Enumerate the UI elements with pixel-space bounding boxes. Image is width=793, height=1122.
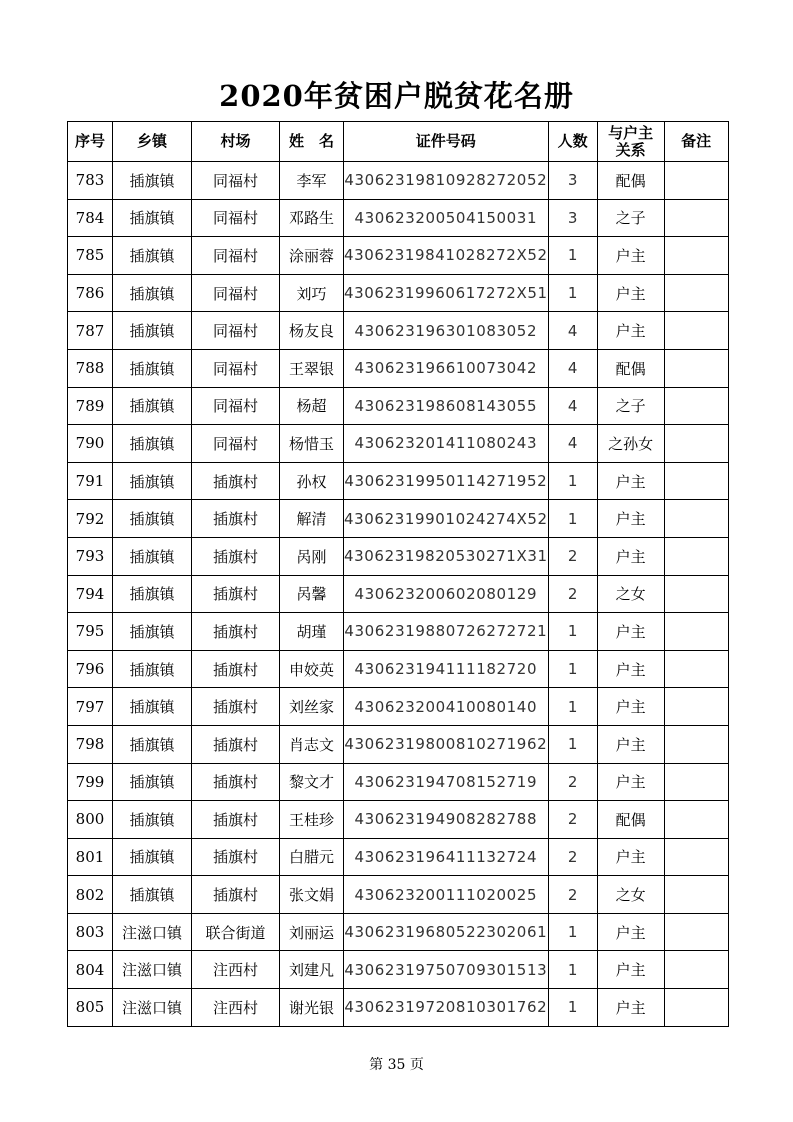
cell-id-number: 43062319720810301762 bbox=[344, 989, 549, 1027]
cell-village: 插旗村 bbox=[192, 801, 280, 839]
cell-relation: 户主 bbox=[597, 688, 664, 726]
cell-relation: 户主 bbox=[597, 274, 664, 312]
cell-town: 插旗镇 bbox=[113, 462, 192, 500]
cell-serial: 791 bbox=[68, 462, 113, 500]
table-row bbox=[68, 951, 729, 989]
cell-name: 刘巧 bbox=[280, 274, 344, 312]
cell-name: 刘丽运 bbox=[280, 913, 344, 951]
cell-serial: 793 bbox=[68, 537, 113, 575]
cell-note bbox=[664, 575, 728, 613]
cell-name: 刘建凡 bbox=[280, 951, 344, 989]
cell-name: 呙刚 bbox=[280, 537, 344, 575]
cell-serial: 786 bbox=[68, 274, 113, 312]
cell-serial: 797 bbox=[68, 688, 113, 726]
cell-serial: 783 bbox=[68, 162, 113, 200]
cell-note bbox=[664, 688, 728, 726]
cell-serial: 792 bbox=[68, 500, 113, 538]
cell-relation: 之孙女 bbox=[597, 425, 664, 463]
table-row bbox=[68, 500, 729, 538]
cell-name: 白腊元 bbox=[280, 838, 344, 876]
table-row bbox=[68, 913, 729, 951]
cell-name: 涂丽蓉 bbox=[280, 237, 344, 275]
cell-serial: 790 bbox=[68, 425, 113, 463]
cell-id-number: 430623196411132724 bbox=[344, 838, 549, 876]
cell-town: 插旗镇 bbox=[113, 312, 192, 350]
cell-relation: 户主 bbox=[597, 500, 664, 538]
cell-village: 插旗村 bbox=[192, 462, 280, 500]
cell-id-number: 43062319800810271962 bbox=[344, 725, 549, 763]
cell-name: 邓路生 bbox=[280, 199, 344, 237]
cell-name: 张文娟 bbox=[280, 876, 344, 914]
cell-town: 插旗镇 bbox=[113, 199, 192, 237]
cell-id-number: 430623194111182720 bbox=[344, 650, 549, 688]
cell-relation: 之女 bbox=[597, 575, 664, 613]
cell-household-size: 1 bbox=[548, 500, 597, 538]
cell-household-size: 4 bbox=[548, 312, 597, 350]
cell-household-size: 2 bbox=[548, 876, 597, 914]
cell-note bbox=[664, 237, 728, 275]
cell-name: 胡瑾 bbox=[280, 613, 344, 651]
cell-relation: 户主 bbox=[597, 613, 664, 651]
cell-note bbox=[664, 989, 728, 1027]
table-row bbox=[68, 312, 729, 350]
cell-id-number: 430623194908282788 bbox=[344, 801, 549, 839]
table-body bbox=[68, 162, 729, 1027]
cell-name: 杨惜玉 bbox=[280, 425, 344, 463]
cell-household-size: 1 bbox=[548, 237, 597, 275]
cell-id-number: 430623200410080140 bbox=[344, 688, 549, 726]
table-row bbox=[68, 237, 729, 275]
table-row bbox=[68, 801, 729, 839]
cell-id-number: 430623196610073042 bbox=[344, 349, 549, 387]
cell-id-number: 430623200602080129 bbox=[344, 575, 549, 613]
table-row bbox=[68, 725, 729, 763]
cell-household-size: 4 bbox=[548, 387, 597, 425]
cell-serial: 796 bbox=[68, 650, 113, 688]
header-id-number: 证件号码 bbox=[344, 122, 549, 162]
cell-household-size: 2 bbox=[548, 763, 597, 801]
cell-village: 同福村 bbox=[192, 425, 280, 463]
cell-relation: 之子 bbox=[597, 387, 664, 425]
cell-relation: 户主 bbox=[597, 913, 664, 951]
cell-village: 注西村 bbox=[192, 951, 280, 989]
cell-name: 谢光银 bbox=[280, 989, 344, 1027]
cell-household-size: 1 bbox=[548, 462, 597, 500]
cell-household-size: 1 bbox=[548, 989, 597, 1027]
cell-town: 插旗镇 bbox=[113, 876, 192, 914]
cell-relation: 户主 bbox=[597, 237, 664, 275]
cell-town: 注滋口镇 bbox=[113, 913, 192, 951]
cell-village: 插旗村 bbox=[192, 763, 280, 801]
header-serial: 序号 bbox=[68, 122, 113, 162]
cell-id-number: 43062319750709301513 bbox=[344, 951, 549, 989]
cell-note bbox=[664, 650, 728, 688]
cell-serial: 784 bbox=[68, 199, 113, 237]
cell-household-size: 1 bbox=[548, 274, 597, 312]
cell-note bbox=[664, 199, 728, 237]
cell-village: 插旗村 bbox=[192, 537, 280, 575]
cell-id-number: 43062319820530271X31 bbox=[344, 537, 549, 575]
cell-id-number: 43062319841028272X52 bbox=[344, 237, 549, 275]
cell-household-size: 1 bbox=[548, 951, 597, 989]
cell-note bbox=[664, 913, 728, 951]
cell-household-size: 1 bbox=[548, 913, 597, 951]
cell-relation: 户主 bbox=[597, 650, 664, 688]
cell-name: 孙权 bbox=[280, 462, 344, 500]
cell-household-size: 4 bbox=[548, 425, 597, 463]
cell-household-size: 3 bbox=[548, 199, 597, 237]
cell-serial: 802 bbox=[68, 876, 113, 914]
table-row bbox=[68, 162, 729, 200]
cell-name: 王桂珍 bbox=[280, 801, 344, 839]
cell-town: 插旗镇 bbox=[113, 237, 192, 275]
table-row bbox=[68, 349, 729, 387]
cell-village: 插旗村 bbox=[192, 688, 280, 726]
cell-relation: 户主 bbox=[597, 838, 664, 876]
page-title: 2020年贫困户脱贫花名册 bbox=[219, 79, 574, 113]
table-row bbox=[68, 575, 729, 613]
cell-relation: 配偶 bbox=[597, 162, 664, 200]
cell-household-size: 4 bbox=[548, 349, 597, 387]
cell-household-size: 2 bbox=[548, 537, 597, 575]
cell-household-size: 1 bbox=[548, 688, 597, 726]
cell-town: 插旗镇 bbox=[113, 688, 192, 726]
cell-id-number: 43062319880726272721 bbox=[344, 613, 549, 651]
cell-relation: 户主 bbox=[597, 537, 664, 575]
cell-note bbox=[664, 725, 728, 763]
cell-town: 插旗镇 bbox=[113, 349, 192, 387]
header-name: 姓 名 bbox=[280, 122, 344, 162]
table-row bbox=[68, 199, 729, 237]
cell-relation: 之子 bbox=[597, 199, 664, 237]
cell-village: 插旗村 bbox=[192, 876, 280, 914]
cell-town: 插旗镇 bbox=[113, 162, 192, 200]
cell-village: 插旗村 bbox=[192, 575, 280, 613]
cell-town: 插旗镇 bbox=[113, 274, 192, 312]
cell-village: 同福村 bbox=[192, 199, 280, 237]
cell-name: 肖志文 bbox=[280, 725, 344, 763]
cell-note bbox=[664, 462, 728, 500]
cell-household-size: 3 bbox=[548, 162, 597, 200]
cell-village: 同福村 bbox=[192, 312, 280, 350]
cell-serial: 803 bbox=[68, 913, 113, 951]
cell-relation: 配偶 bbox=[597, 801, 664, 839]
header-town: 乡镇 bbox=[113, 122, 192, 162]
cell-id-number: 430623196301083052 bbox=[344, 312, 549, 350]
table-row bbox=[68, 425, 729, 463]
table-row bbox=[68, 876, 729, 914]
cell-serial: 795 bbox=[68, 613, 113, 651]
cell-name: 黎文才 bbox=[280, 763, 344, 801]
table-row bbox=[68, 274, 729, 312]
cell-town: 注滋口镇 bbox=[113, 951, 192, 989]
cell-serial: 794 bbox=[68, 575, 113, 613]
cell-serial: 785 bbox=[68, 237, 113, 275]
cell-serial: 801 bbox=[68, 838, 113, 876]
cell-serial: 800 bbox=[68, 801, 113, 839]
cell-village: 同福村 bbox=[192, 349, 280, 387]
cell-serial: 805 bbox=[68, 989, 113, 1027]
cell-id-number: 43062319960617272X51 bbox=[344, 274, 549, 312]
cell-note bbox=[664, 838, 728, 876]
header-household-size: 人数 bbox=[548, 122, 597, 162]
cell-village: 同福村 bbox=[192, 237, 280, 275]
cell-note bbox=[664, 537, 728, 575]
cell-relation: 之女 bbox=[597, 876, 664, 914]
cell-household-size: 2 bbox=[548, 575, 597, 613]
table-row bbox=[68, 838, 729, 876]
cell-town: 插旗镇 bbox=[113, 838, 192, 876]
cell-town: 插旗镇 bbox=[113, 801, 192, 839]
cell-note bbox=[664, 425, 728, 463]
cell-town: 插旗镇 bbox=[113, 725, 192, 763]
cell-serial: 788 bbox=[68, 349, 113, 387]
cell-note bbox=[664, 763, 728, 801]
cell-id-number: 43062319680522302061 bbox=[344, 913, 549, 951]
cell-name: 李军 bbox=[280, 162, 344, 200]
cell-note bbox=[664, 349, 728, 387]
cell-id-number: 430623200111020025 bbox=[344, 876, 549, 914]
cell-note bbox=[664, 387, 728, 425]
cell-note bbox=[664, 876, 728, 914]
table-row bbox=[68, 387, 729, 425]
table-header-row bbox=[68, 122, 729, 162]
cell-household-size: 2 bbox=[548, 801, 597, 839]
table-row bbox=[68, 763, 729, 801]
cell-name: 杨友良 bbox=[280, 312, 344, 350]
table-row bbox=[68, 650, 729, 688]
cell-note bbox=[664, 951, 728, 989]
table-row bbox=[68, 989, 729, 1027]
cell-village: 插旗村 bbox=[192, 613, 280, 651]
cell-town: 插旗镇 bbox=[113, 575, 192, 613]
cell-serial: 799 bbox=[68, 763, 113, 801]
cell-town: 插旗镇 bbox=[113, 500, 192, 538]
header-relation: 与户主 关系 bbox=[597, 122, 664, 162]
page-number: 第 35 页 bbox=[369, 1057, 424, 1073]
cell-name: 解清 bbox=[280, 500, 344, 538]
cell-household-size: 2 bbox=[548, 838, 597, 876]
cell-village: 注西村 bbox=[192, 989, 280, 1027]
poverty-roster-table bbox=[67, 121, 729, 1027]
cell-id-number: 430623194708152719 bbox=[344, 763, 549, 801]
cell-town: 注滋口镇 bbox=[113, 989, 192, 1027]
table-row bbox=[68, 613, 729, 651]
header-note: 备注 bbox=[664, 122, 728, 162]
cell-village: 插旗村 bbox=[192, 650, 280, 688]
cell-town: 插旗镇 bbox=[113, 613, 192, 651]
cell-note bbox=[664, 274, 728, 312]
cell-village: 联合街道 bbox=[192, 913, 280, 951]
cell-village: 插旗村 bbox=[192, 838, 280, 876]
cell-village: 插旗村 bbox=[192, 500, 280, 538]
cell-town: 插旗镇 bbox=[113, 650, 192, 688]
cell-village: 同福村 bbox=[192, 387, 280, 425]
table-row bbox=[68, 688, 729, 726]
cell-note bbox=[664, 801, 728, 839]
cell-serial: 787 bbox=[68, 312, 113, 350]
cell-serial: 798 bbox=[68, 725, 113, 763]
table-row bbox=[68, 462, 729, 500]
cell-name: 申姣英 bbox=[280, 650, 344, 688]
cell-id-number: 430623200504150031 bbox=[344, 199, 549, 237]
table-row bbox=[68, 537, 729, 575]
cell-village: 插旗村 bbox=[192, 725, 280, 763]
cell-id-number: 430623201411080243 bbox=[344, 425, 549, 463]
cell-name: 王翠银 bbox=[280, 349, 344, 387]
cell-household-size: 1 bbox=[548, 725, 597, 763]
cell-id-number: 43062319901024274X52 bbox=[344, 500, 549, 538]
cell-village: 同福村 bbox=[192, 274, 280, 312]
cell-serial: 804 bbox=[68, 951, 113, 989]
cell-household-size: 1 bbox=[548, 613, 597, 651]
cell-town: 插旗镇 bbox=[113, 537, 192, 575]
cell-relation: 户主 bbox=[597, 989, 664, 1027]
cell-relation: 户主 bbox=[597, 725, 664, 763]
cell-note bbox=[664, 500, 728, 538]
cell-id-number: 43062319950114271952 bbox=[344, 462, 549, 500]
cell-relation: 配偶 bbox=[597, 349, 664, 387]
cell-relation: 户主 bbox=[597, 312, 664, 350]
cell-town: 插旗镇 bbox=[113, 387, 192, 425]
cell-note bbox=[664, 162, 728, 200]
cell-village: 同福村 bbox=[192, 162, 280, 200]
cell-note bbox=[664, 312, 728, 350]
cell-name: 杨超 bbox=[280, 387, 344, 425]
cell-id-number: 430623198608143055 bbox=[344, 387, 549, 425]
cell-town: 插旗镇 bbox=[113, 763, 192, 801]
header-village: 村场 bbox=[192, 122, 280, 162]
cell-relation: 户主 bbox=[597, 462, 664, 500]
cell-name: 刘丝家 bbox=[280, 688, 344, 726]
cell-note bbox=[664, 613, 728, 651]
cell-household-size: 1 bbox=[548, 650, 597, 688]
cell-name: 呙馨 bbox=[280, 575, 344, 613]
cell-town: 插旗镇 bbox=[113, 425, 192, 463]
cell-serial: 789 bbox=[68, 387, 113, 425]
cell-relation: 户主 bbox=[597, 951, 664, 989]
cell-relation: 户主 bbox=[597, 763, 664, 801]
cell-id-number: 43062319810928272052 bbox=[344, 162, 549, 200]
